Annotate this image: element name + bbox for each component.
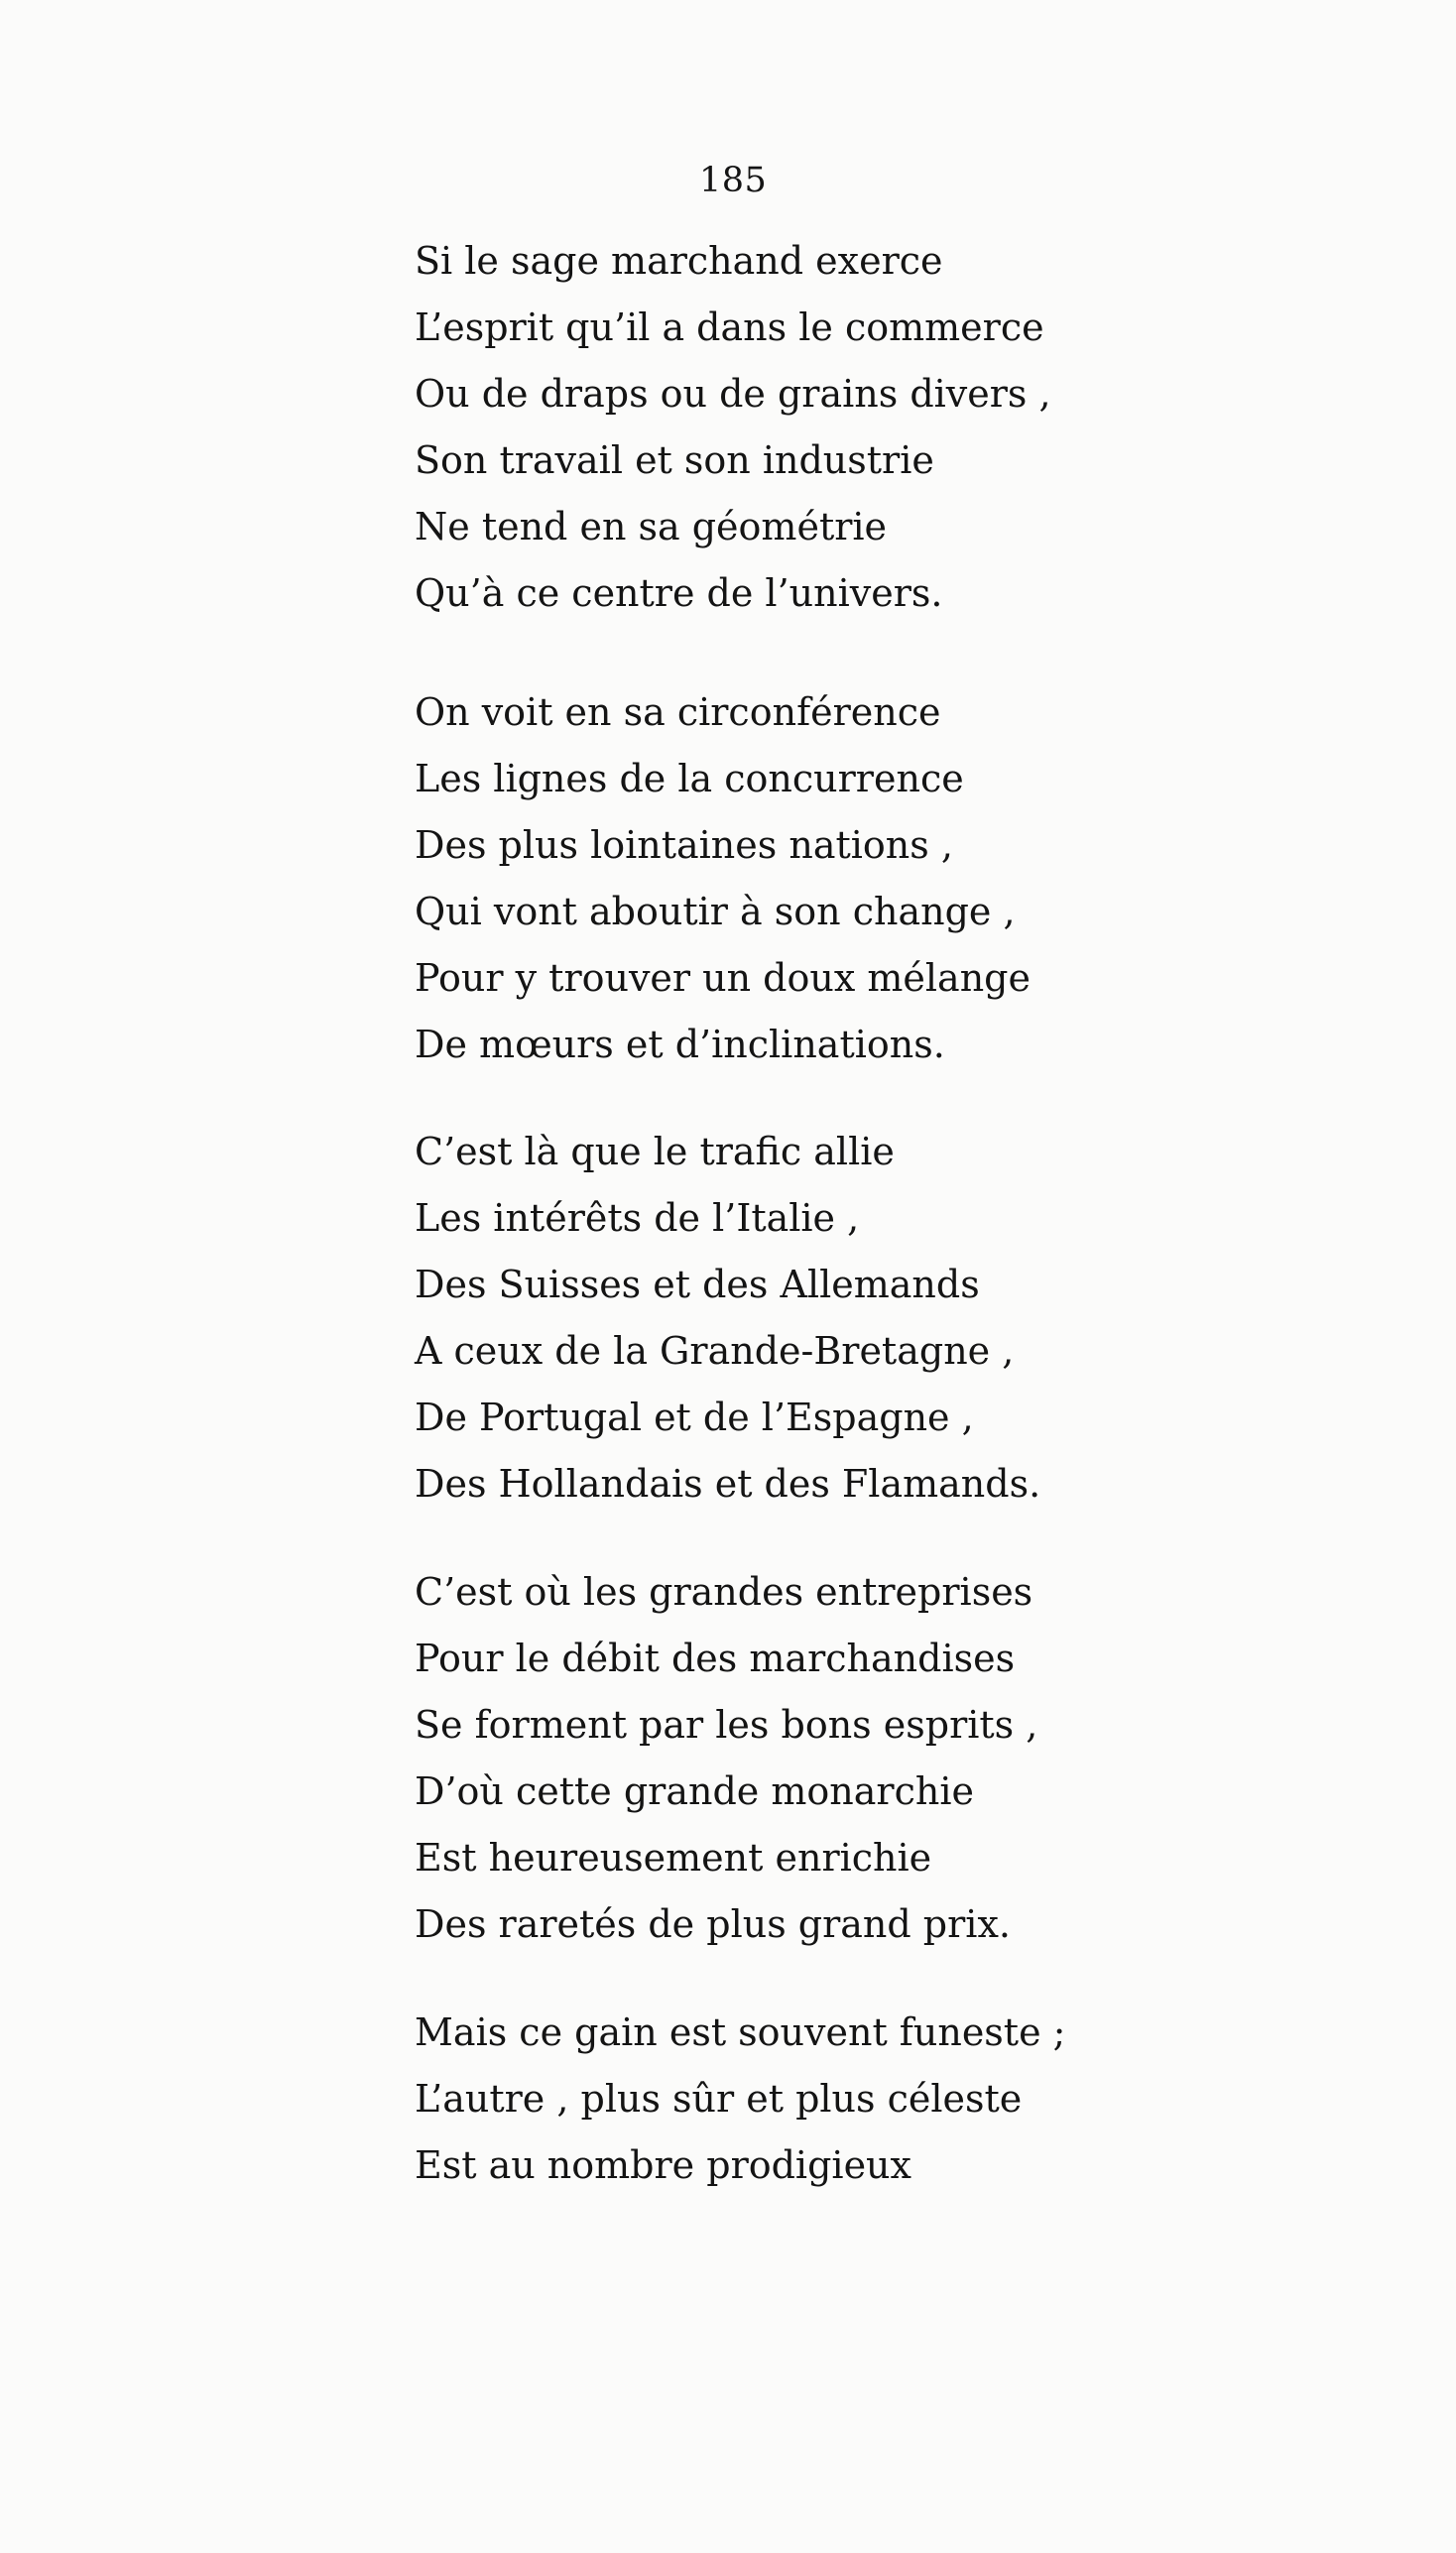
verse-line: Est heureusement enrichie: [415, 1836, 932, 1880]
verse-line: Pour y trouver un doux mélange: [415, 956, 1031, 1000]
verse-line: Ne tend en sa géométrie: [415, 505, 888, 548]
verse-line: Si le sage marchand exerce: [415, 239, 943, 283]
verse-line: Se forment par les bons esprits ,: [415, 1703, 1038, 1747]
stanza-1: [415, 228, 1051, 627]
verse-line: L’esprit qu’il a dans le commerce: [415, 305, 1044, 349]
verse-line: Qui vont aboutir à son change ,: [415, 890, 1016, 933]
verse-line: Pour le débit des marchandises: [415, 1637, 1016, 1680]
verse-line: De Portugal et de l’Espagne ,: [415, 1396, 974, 1439]
verse-line: Mais ce gain est souvent funeste ;: [415, 2010, 1066, 2054]
verse-line: C’est là que le trafic allie: [415, 1130, 895, 1173]
verse-line: C’est où les grandes entreprises: [415, 1570, 1033, 1614]
stanza-3: [415, 1119, 1040, 1518]
stanza-2: [415, 679, 1031, 1078]
verse-line: A ceux de la Grande-Bretagne ,: [415, 1329, 1015, 1373]
verse-line: On voit en sa circonférence: [415, 690, 941, 734]
verse-line: Est au nombre prodigieux: [415, 2143, 911, 2187]
verse-line: Qu’à ce centre de l’univers.: [415, 571, 943, 615]
verse-line: Les lignes de la concurrence: [415, 757, 964, 800]
verse-line: Son travail et son industrie: [415, 438, 934, 482]
verse-line: Des Hollandais et des Flamands.: [415, 1462, 1041, 1506]
page-number: 185: [699, 161, 768, 200]
verse-line: Des Suisses et des Allemands: [415, 1263, 980, 1306]
verse-line: Ou de draps ou de grains divers ,: [415, 372, 1051, 416]
stanza-4: [415, 1559, 1037, 1958]
verse-line: Des raretés de plus grand prix.: [415, 1902, 1011, 1946]
verse-line: L’autre , plus sûr et plus céleste: [415, 2077, 1023, 2121]
verse-line: De mœurs et d’inclinations.: [415, 1023, 945, 1066]
verse-line: Des plus lointaines nations ,: [415, 823, 953, 867]
verse-line: D’où cette grande monarchie: [415, 1769, 974, 1813]
verse-line: Les intérêts de l’Italie ,: [415, 1196, 860, 1240]
stanza-5: [415, 2000, 1065, 2199]
